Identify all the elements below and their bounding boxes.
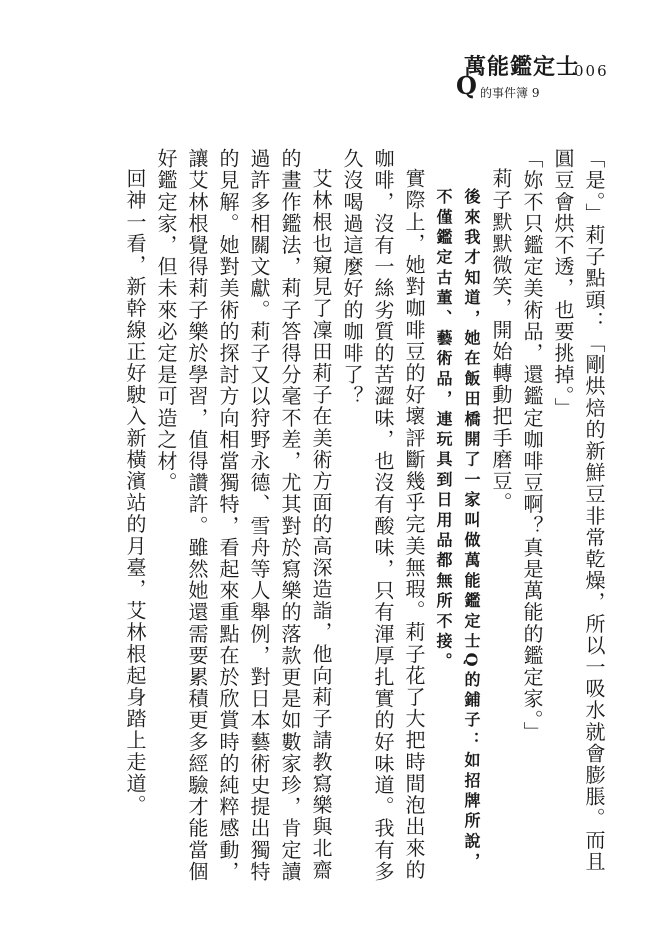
page-number: 006 [574, 62, 609, 80]
paragraph-1: 「是。」莉子點頭：「剛烘焙的新鮮豆非常乾燥，所以一吸水就會膨脹。而且圓豆會烘不透，也要挑掉。」 [551, 148, 606, 873]
subtitle: 的事件簿 9 [480, 86, 540, 100]
paragraph-5: 艾林根也窺見了凜田莉子在美術方面的高深造詣，他向莉子請教寫樂與北齋的畫作鑑法，莉子答得分毫不差，尤其對於寫樂的落款更是如數家珍，肯定讀過許多相關文獻。莉子又以狩野永德、雪舟等人舉例，對日本藝術史提出獨特的見解。她對美術的探討方向相當獨特，看起來重點在於欣賞時的純粹感動，讓艾林根覺得莉子樂於學習，值得讚許。雖然她還需要累積更多經驗才能當個好鑑定家，但未來必定是可造之材。 [154, 148, 333, 883]
paragraph-3: 莉子默默微笑，開始轉動把手磨豆。 [489, 168, 513, 514]
paragraph-2: 「妳不只鑑定美術品，還鑑定咖啡豆啊？真是萬能的鑑定家。」 [520, 148, 544, 743]
narrator-note: 後來我才知道，她在飯田橋開了一家叫做萬能鑑定士Q的鋪子：如招牌所說，不僅鑑定古董、藝術品，連玩具到日用品都無所不接。 [434, 188, 481, 873]
subtitle-mark: Q [456, 71, 477, 100]
book-title: 萬能鑑定士 [464, 54, 580, 80]
paragraph-6: 回神一看，新幹線正好駛入新橫濱站的月臺，艾林根起身踏上走道。 [123, 168, 147, 816]
running-header [456, 40, 646, 100]
paragraph-4: 實際上，她對咖啡豆的好壞評斷幾乎完美無瑕。莉子花了大把時間泡出來的咖啡，沒有一絲劣質的苦澀味，也沒有酸味，只有渾厚扎實的好味道。我有多久沒喝過這麼好的咖啡了？ [340, 148, 426, 883]
vertical-body-text [49, 148, 609, 888]
